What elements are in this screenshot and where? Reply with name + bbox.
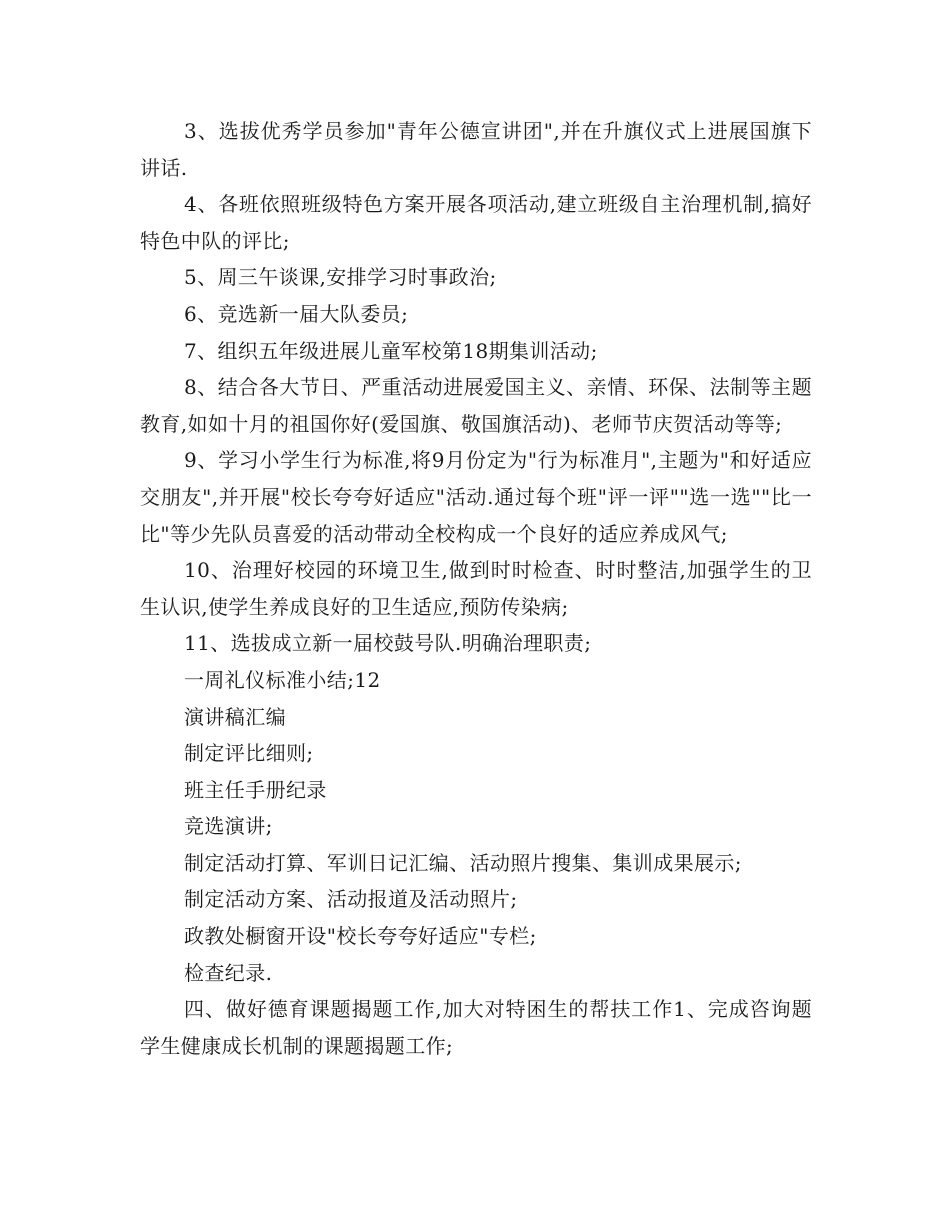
- summary-line-showcase-column: 政教处橱窗开设"校长夸夸好适应"专栏;: [184, 924, 537, 949]
- paragraph-item-6: 6、竞选新一届大队委员;: [184, 301, 409, 326]
- summary-line-activity-report: 制定活动方案、活动报道及活动照片;: [184, 887, 518, 912]
- paragraph-item-9: 9、学习小学生行为标准,将9月份定为"行为标准月",主题为"和好适应交朋友",并开展"校长夸夸好适应"活动.通过每个班"评一评""选一选""比一比"等少先队员喜爱的活动带动全校构成一个良好的适应养成风气;: [140, 448, 812, 546]
- paragraph-item-7: 7、组织五年级进展儿童军校第18期集训活动;: [184, 338, 598, 363]
- summary-line-activity-plan: 制定活动打算、军训日记汇编、活动照片搜集、集训成果展示;: [184, 850, 742, 875]
- summary-line-handbook: 班主任手册纪录: [184, 777, 327, 802]
- section-heading-four: 四、做好德育课题揭题工作,加大对特困生的帮扶工作1、完成咨询题学生健康成长机制的课题揭题工作;: [140, 997, 812, 1058]
- document-body: [140, 113, 812, 1064]
- paragraph-item-4: 4、各班依照班级特色方案开展各项活动,建立班级自主治理机制,搞好特色中队的评比;: [140, 192, 812, 253]
- paragraph-item-3: 3、选拔优秀学员参加"青年公德宣讲团",并在升旗仪式上进展国旗下讲话.: [140, 119, 812, 180]
- summary-line-inspection: 检查纪录.: [184, 960, 273, 985]
- summary-line-etiquette: 一周礼仪标准小结;12: [184, 667, 381, 692]
- paragraph-item-11: 11、选拔成立新一届校鼓号队.明确治理职责;: [184, 631, 592, 656]
- summary-line-campaign-speech: 竞选演讲;: [184, 814, 273, 839]
- paragraph-item-10: 10、治理好校园的环境卫生,做到时时检查、时时整洁,加强学生的卫生认识,使学生养成良好的卫生适应,预防传染病;: [140, 558, 812, 619]
- summary-line-rules: 制定评比细则;: [184, 741, 314, 766]
- paragraph-item-5: 5、周三午谈课,安排学习时事政治;: [184, 265, 497, 290]
- paragraph-item-8: 8、结合各大节日、严重活动进展爱国主义、亲情、环保、法制等主题教育,如如十月的祖国你好(爱国旗、敬国旗活动)、老师节庆贺活动等等;: [140, 375, 812, 436]
- summary-line-speech-compilation: 演讲稿汇编: [184, 704, 286, 729]
